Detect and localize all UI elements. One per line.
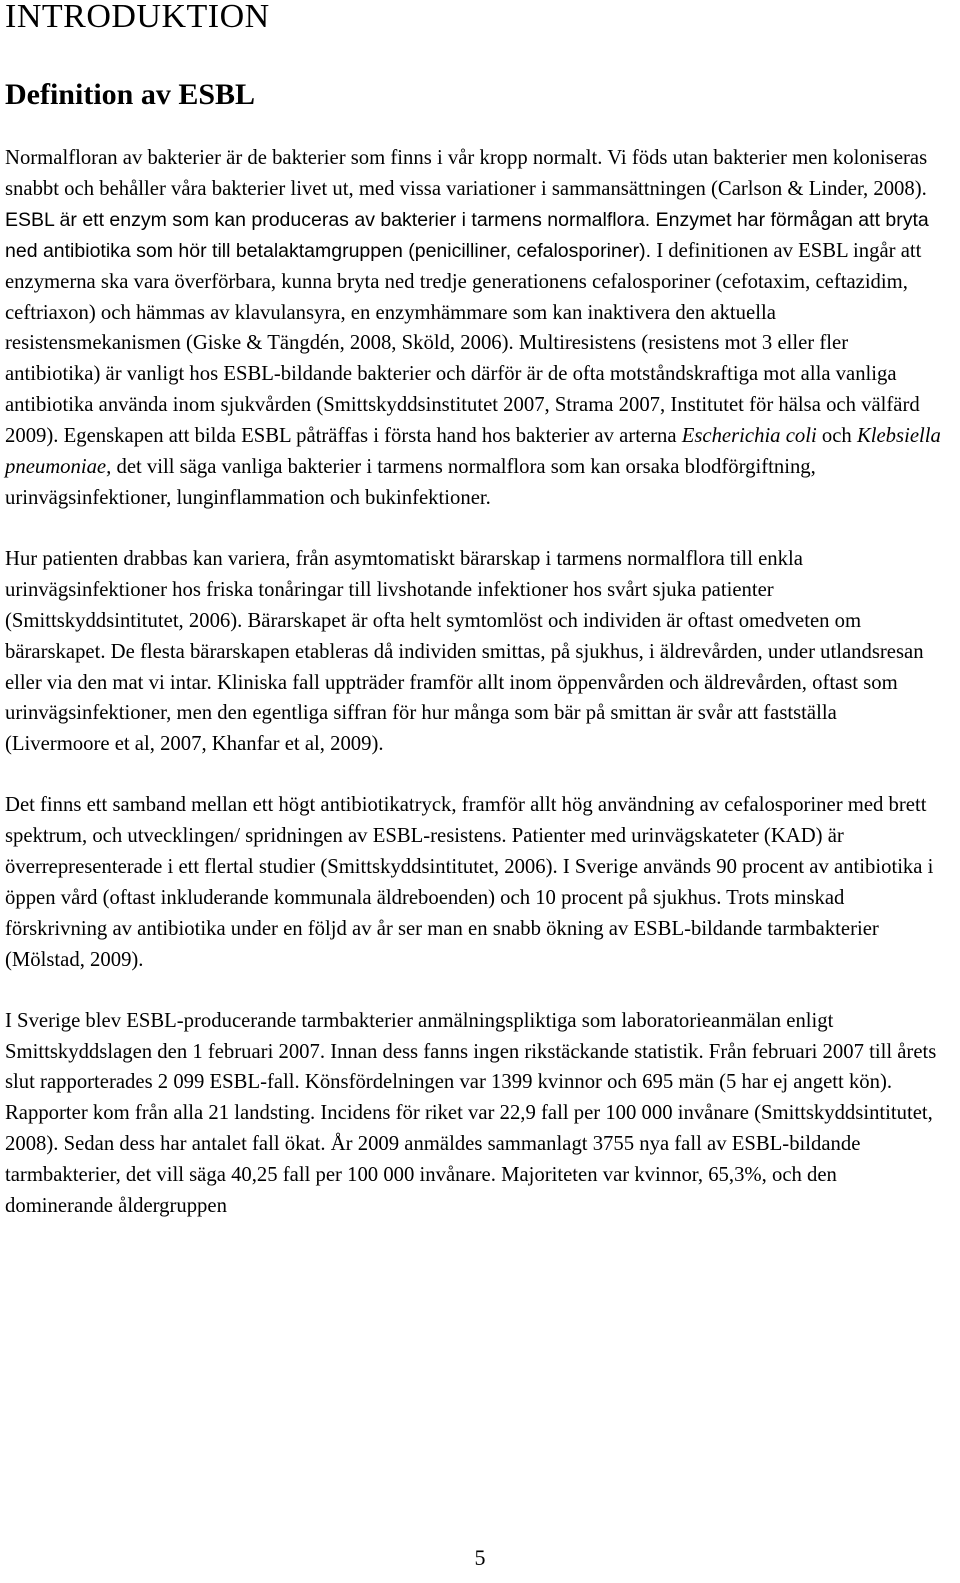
paragraph-sweden-statistics bbox=[5, 1006, 946, 1222]
text-run: Hur patienten drabbas kan variera, från asymtomatiskt bärarskap i tarmens normalflora till enkla urinvägsinfektioner hos friska tonåringar till livshotande infektioner hos svårt sjuka patienter (Smittskyddsintitutet, 2006). Bärarskapet är ofta helt symtomlöst och individen är oftast omedveten om bärarskapet. De flesta bärarskapen etableras då individen smittas, på sjukhus, i äldrevården, under utlandsresan eller via den mat vi intar. Kliniska fall uppträder framför allt inom öppenvården och äldrevården, oftast som urinvägsinfektioner, men den egentliga siffran för hur många som bär på smittan är svår att fastställa (Livermoore et al, 2007, Khanfar et al, 2009). bbox=[5, 547, 924, 756]
text-run: det vill säga vanliga bakterier i tarmens normalflora som kan orsaka blodförgiftning, urinvägsinfektioner, lunginflammation och bukinfektioner. bbox=[5, 456, 816, 509]
section-title: Definition av ESBL bbox=[5, 78, 256, 111]
paragraph-definition bbox=[5, 143, 946, 514]
text-run: I definitionen av ESBL ingår att enzymerna ska vara överförbara, kunna bryta ned tredje generationens cefalosporiner (cefotaxim, ceftazidim, ceftriaxon) och hämmas av klavulansyra, en enzymhämmare som kan inaktivera den aktuella resistensmekanismen (Giske & Tängdén, 2008, Sköld, 2006). bbox=[5, 239, 922, 355]
text-run: I Sverige blev ESBL-producerande tarmbakterier anmälningspliktiga som laboratorieanmälan enligt Smittskyddslagen den 1 februari 2007. Innan dess fanns ingen rikstäckande statistik. Från februari 2007 till årets slut rapporterades 2 099 ESBL-fall. Könsfördelningen var 1399 kvinnor och 695 män (5 har ej angett kön). Rapporter kom från alla 21 landsting. Incidens för riket var 22,9 fall per 100 000 invånare (Smittskyddsintitutet, 2008). Sedan dess har antalet fall ökat. År 2009 anmäldes sammanlagt 3755 nya fall av ESBL-bildande tarmbakterier, det vill säga 40,25 fall per 100 000 invånare. Majoriteten var kvinnor, 65,3%, och den dominerande åldergruppen bbox=[5, 1009, 937, 1218]
species-name: Escherichia coli bbox=[681, 425, 817, 448]
paragraph-antibiotic-pressure bbox=[5, 790, 946, 975]
text-run: Normalfloran av bakterier är de bakterier som finns i vår kropp normalt. Vi föds utan bakterier men koloniseras snabbt och behåller våra bakterier livet ut, med vissa variationer i sammansättningen (Carlson & Linder, 2008). bbox=[5, 147, 928, 200]
text-run: ESBL är ett enzym som kan produceras av bakterier i tarmens normalflora. Enzymet har förmågan att bryta ned antibiotika som hör till betalaktamgruppen (penicilliner, cefalosporiner). bbox=[5, 208, 929, 262]
text-run: Multiresistens (resistens mot 3 eller fler antibiotika) är vanligt hos ESBL-bildande bakterier och därför är de ofta motståndskraftiga mot alla vanliga antibiotika använda inom sjukvården (Smittskyddsinstitutet 2007, Strama 2007, Institutet för hälsa och välfärd 2009). Egenskapen att bilda ESBL påträffas i första hand hos bakterier av arterna bbox=[5, 332, 920, 448]
paragraph-carriage bbox=[5, 544, 946, 760]
text-run: Det finns ett samband mellan ett högt antibiotikatryck, framför allt hög användning av cefalosporiner med brett spektrum, och utvecklingen/ spridningen av ESBL-resistens. Patienter med urinvägskateter (KAD) är överrepresenterade i ett flertal studier (Smittskyddsintitutet, 2006). I Sverige används 90 procent av antibiotika i öppen vård (oftast inkluderande kommunala äldreboenden) och 10 procent på sjukhus. Trots minskad förskrivning av antibiotika under en följd av år ser man en snabb ökning av ESBL-bildande tarmbakterier (Mölstad, 2009). bbox=[5, 794, 934, 971]
species-name: Klebsiella pneumoniae, bbox=[5, 425, 941, 479]
page-number: 5 bbox=[474, 1545, 486, 1570]
chapter-title: INTRODUKTION bbox=[5, 0, 270, 35]
text-run: och bbox=[816, 425, 857, 448]
